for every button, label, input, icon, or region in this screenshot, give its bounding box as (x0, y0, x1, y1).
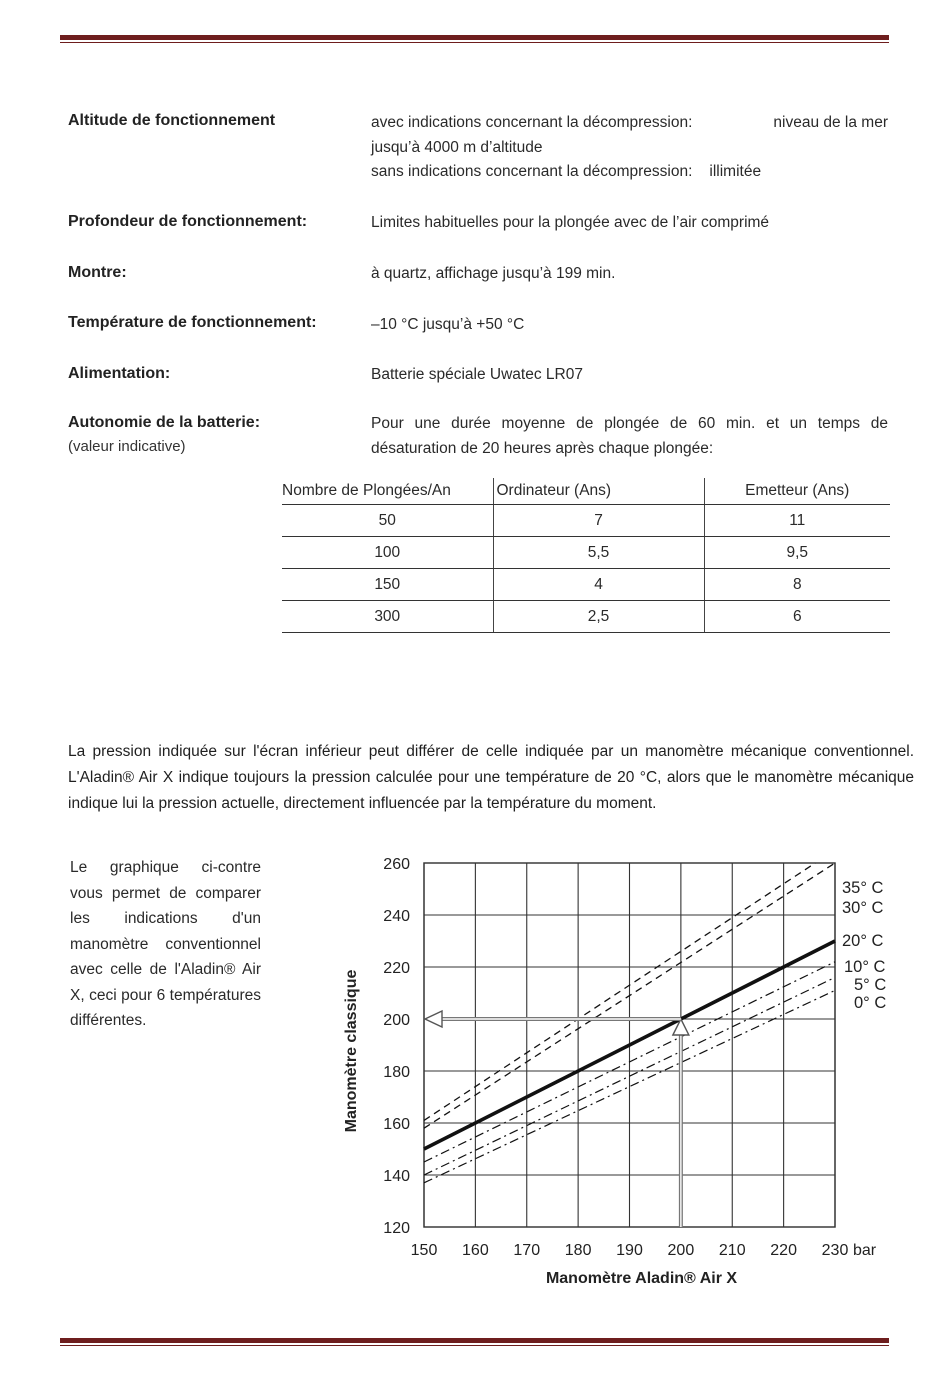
y-tick-label: 180 (383, 1064, 410, 1081)
y-tick-label: 220 (383, 960, 410, 977)
pressure-note-paragraph: La pression indiquée sur l'écran inférieur peut différer de celle indiquée par un manomètre mécanique conventionnel. L'Aladin® Air X indique toujours la pression calculée pour une température de 20 °C, alors que le manomètre mécanique indique lui la pression actuelle, directement influencée par la température du moment. (68, 743, 914, 812)
table-row (282, 601, 890, 633)
x-unit-label: bar (853, 1242, 877, 1259)
x-tick-label: 150 (410, 1242, 438, 1259)
spec-value: Pour une durée moyenne de plongée de 60 min. et un temps de désaturation de 20 heures après chaque plongée: (371, 415, 888, 457)
spec-value: Batterie spéciale Uwatec LR07 (371, 366, 583, 383)
spec-value: Limites habituelles pour la plongée avec de l’air comprimé (371, 214, 770, 231)
y-tick-label: 240 (383, 908, 410, 925)
series-label: 35° C (842, 879, 884, 897)
spec-line: jusqu’à 4000 m d’altitude (371, 138, 543, 156)
x-tick-label: 210 (718, 1242, 746, 1259)
spec-label: Altitude de fonctionnement (68, 112, 276, 129)
spec-line: avec indications concernant la décompression: (371, 114, 693, 131)
spec-label: Autonomie de la batterie: (68, 414, 261, 431)
annotation-arrow-head-left (425, 1011, 442, 1027)
y-tick-label: 200 (383, 1012, 410, 1029)
spec-value: à quartz, affichage jusqu’à 199 min. (371, 265, 616, 282)
table-cell: 11 (704, 505, 890, 537)
x-tick-label: 220 (770, 1242, 797, 1259)
column-header: Emetteur (Ans) (704, 478, 890, 505)
table-cell: 2,5 (493, 601, 704, 633)
y-tick-label: 160 (383, 1116, 410, 1133)
series-label: 10° C (844, 958, 886, 976)
x-axis-label: Manomètre Aladin® Air X (545, 1270, 738, 1287)
series-label: 30° C (842, 899, 884, 917)
x-tick-label: 160 (462, 1242, 489, 1259)
graph-caption: Le graphique ci-contre vous permet de comparer les indications d'un manomètre conventionnel avec celle de l'Aladin® Air X, ceci pour 6 températures différentes. (70, 859, 261, 1029)
series-label: 5° C (854, 976, 887, 994)
top-rule (60, 35, 889, 43)
x-tick-label: 170 (513, 1242, 541, 1259)
table-cell: 8 (704, 569, 890, 601)
y-tick-label: 260 (383, 856, 410, 873)
table-cell: 6 (704, 601, 890, 633)
series-label: 20° C (842, 932, 884, 950)
x-tick-label: 230 (821, 1242, 849, 1259)
table-row (282, 537, 890, 569)
pressure-comparison-chart (330, 845, 900, 1300)
spec-line: sans indications concernant la décompression: (371, 163, 693, 180)
battery-life-table (282, 478, 890, 633)
table-cell: 100 (282, 537, 493, 569)
table-cell: 150 (282, 569, 493, 601)
x-tick-label: 180 (564, 1242, 592, 1259)
spec-sublabel: (valeur indicative) (68, 438, 186, 455)
series-line (424, 863, 815, 1120)
spec-label: Montre: (68, 264, 127, 281)
table-cell: 5,5 (493, 537, 704, 569)
table-header-row (282, 478, 890, 505)
spec-value: –10 °C jusqu’à +50 °C (371, 316, 525, 333)
x-tick-label: 200 (667, 1242, 695, 1259)
series-label: 0° C (854, 994, 887, 1012)
table-cell: 7 (493, 505, 704, 537)
bottom-rule (60, 1338, 889, 1346)
column-header: Nombre de Plongées/An (282, 478, 493, 505)
spec-label: Alimentation: (68, 365, 171, 382)
y-tick-label: 120 (383, 1220, 410, 1237)
spec-label: Profondeur de fonctionnement: (68, 213, 308, 230)
spec-line-value: illimitée (709, 163, 762, 180)
y-axis-label: Manomètre classique (343, 969, 360, 1133)
y-tick-label: 140 (383, 1168, 410, 1185)
column-header: Ordinateur (Ans) (493, 478, 704, 505)
table-cell: 4 (493, 569, 704, 601)
table-cell: 300 (282, 601, 493, 633)
table-row (282, 569, 890, 601)
table-row (282, 505, 890, 537)
spec-value (371, 111, 888, 185)
table-cell: 9,5 (704, 537, 890, 569)
spec-label: Température de fonctionnement: (68, 314, 317, 331)
spec-line-value: niveau de la mer (773, 114, 888, 131)
table-cell: 50 (282, 505, 493, 537)
x-tick-label: 190 (616, 1242, 643, 1259)
